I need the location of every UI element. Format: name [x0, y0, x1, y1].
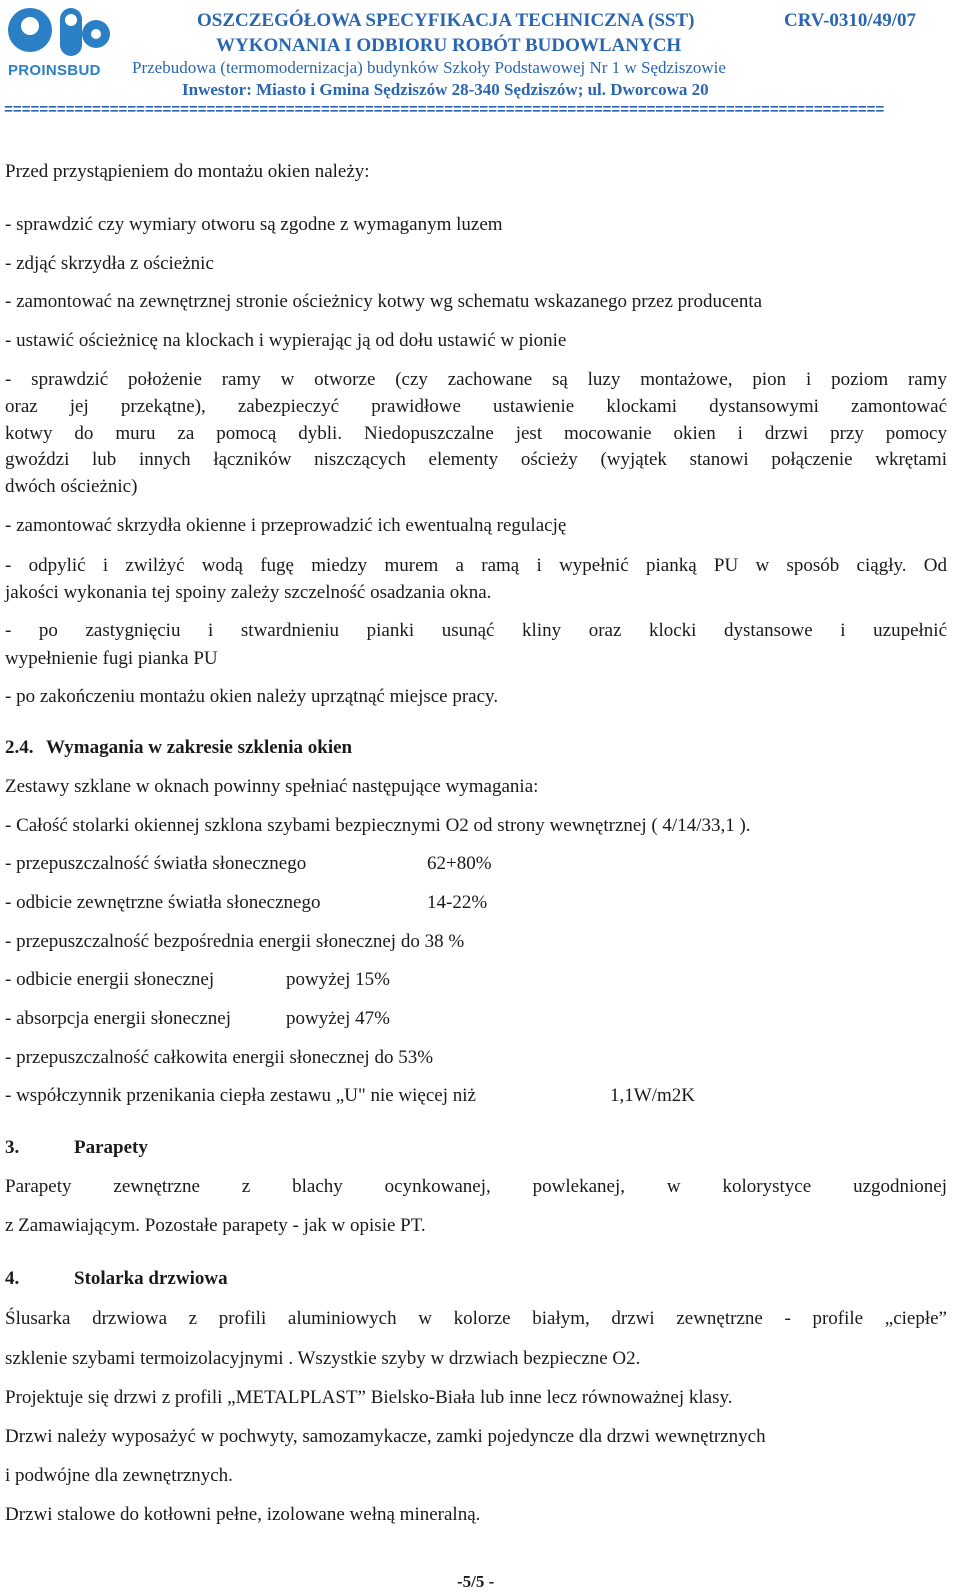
list-item-line: - po zastygnięciu i stwardnieniu pianki usunąć kliny oraz klocki dystansowe i uzupełnić: [5, 620, 947, 641]
list-item: - po zakończeniu montażu okien należy uprzątnąć miejsce pracy.: [5, 686, 499, 707]
list-item: - sprawdzić czy wymiary otworu są zgodne z wymaganym luzem: [5, 214, 503, 235]
section-title: Parapety: [74, 1137, 148, 1158]
glass-label: - przepuszczalność światła słonecznego: [5, 853, 307, 874]
glass-value: 62+80%: [427, 853, 492, 874]
page-header: [0, 0, 960, 120]
list-item-line: gwoździ lub innych łączników niszczących elementy ościeży (wyjątek stanowi połączenie wkrętami: [5, 449, 947, 470]
section-number: 4.: [5, 1268, 20, 1289]
glass-value: 14-22%: [427, 892, 488, 913]
header-investor: Inwestor: Miasto i Gmina Sędziszów 28-340 Sędziszów; ul. Dworcowa 20: [182, 80, 709, 99]
list-item-line: - odpylić i zwilżyć wodą fugę miedzy murem a ramą i wypełnić pianką PU w sposób ciągły. Od: [5, 555, 947, 576]
paragraph-line: szklenie szybami termoizolacyjnymi . Wszystkie szyby w drzwiach bezpieczne O2.: [5, 1348, 641, 1369]
header-title-line1: OSZCZEGÓŁOWA SPECYFIKACJA TECHNICZNA (SST): [197, 10, 695, 31]
header-title-line2: WYKONANIA I ODBIORU ROBÓT BUDOWLANYCH: [216, 35, 682, 56]
page-number: -5/5 -: [457, 1572, 495, 1591]
list-item-line: - sprawdzić położenie ramy w otworze (czy zachowane są luzy montażowe, pion i poziom ramy: [5, 369, 947, 390]
glass-label: - absorpcja energii słonecznej: [5, 1008, 231, 1029]
paragraph-line: Projektuje się drzwi z profili „METALPLAST” Bielsko-Biała lub inne lecz równoważnej klasy.: [5, 1387, 733, 1408]
list-item: - zamontować skrzydła okienne i przeprowadzić ich ewentualną regulację: [5, 515, 567, 536]
list-item-line: dwóch ościeżnic): [5, 476, 138, 497]
logo-text: PROINSBUD: [8, 62, 101, 79]
document-code: CRV-0310/49/07: [784, 10, 916, 31]
paragraph-line: z Zamawiającym. Pozostałe parapety - jak w opisie PT.: [5, 1215, 426, 1236]
glass-label: - odbicie zewnętrzne światła słonecznego: [5, 892, 321, 913]
section-number: 3.: [5, 1137, 20, 1158]
list-item: - ustawić ościeżnicę na klockach i wypierając ją od dołu ustawić w pionie: [5, 330, 567, 351]
list-item-line: oraz jej przekątne), zabezpieczyć prawidłowe ustawienie klockami dystansowymi zamontować: [5, 396, 947, 417]
section-title: Wymagania w zakresie szklenia okien: [46, 737, 353, 758]
paragraph-line: Parapety zewnętrzne z blachy ocynkowanej, powlekanej, w kolorystyce uzgodnionej: [5, 1176, 947, 1197]
list-item-line: jakości wykonania tej spoiny zależy szczelność osadzania okna.: [5, 582, 492, 603]
paragraph-line: i podwójne dla zewnętrznych.: [5, 1465, 233, 1486]
list-item: - zdjąć skrzydła z ościeżnic: [5, 253, 214, 274]
glass-value: powyżej 47%: [286, 1008, 390, 1029]
list-item: - zamontować na zewnętrznej stronie ościeżnicy kotwy wg schematu wskazanego przez producenta: [5, 291, 763, 312]
glass-label: - odbicie energii słonecznej: [5, 969, 215, 990]
section-number: 2.4.: [5, 737, 34, 758]
paragraph-line: Ślusarka drzwiowa z profili aluminiowych w kolorze białym, drzwi zewnętrzne - profile „ciepłe”: [5, 1308, 947, 1329]
glass-intro: Zestawy szklane w oknach powinny spełniać następujące wymagania:: [5, 776, 539, 797]
glass-requirement: - przepuszczalność całkowita energii słonecznej do 53%: [5, 1047, 434, 1068]
header-project: Przebudowa (termomodernizacja) budynków Szkoły Podstawowej Nr 1 w Sędziszowie: [132, 58, 726, 77]
list-item-line: wypełnienie fugi pianka PU: [5, 648, 218, 669]
intro-text: Przed przystąpieniem do montażu okien należy:: [5, 161, 370, 182]
paragraph-line: Drzwi należy wyposażyć w pochwyty, samozamykacze, zamki pojedyncze dla drzwi wewnętrznych: [5, 1426, 766, 1447]
list-item-line: kotwy do muru za pomocą dybli. Niedopuszczalne jest mocowanie okien i drzwi przy pomocy: [5, 423, 947, 444]
glass-requirement: - Całość stolarki okiennej szklona szybami bezpiecznymi O2 od strony wewnętrznej ( 4/14/33,1 ).: [5, 815, 751, 836]
paragraph-line: Drzwi stalowe do kotłowni pełne, izolowane wełną mineralną.: [5, 1504, 481, 1525]
glass-label: - współczynnik przenikania ciepła zestawu „U" nie więcej niż: [5, 1085, 476, 1106]
header-divider: ====================================================================================================: [4, 102, 885, 119]
glass-value: powyżej 15%: [286, 969, 390, 990]
glass-value: 1,1W/m2K: [610, 1085, 695, 1106]
glass-requirement: - przepuszczalność bezpośrednia energii słonecznej do 38 %: [5, 931, 465, 952]
section-title: Stolarka drzwiowa: [74, 1268, 228, 1289]
